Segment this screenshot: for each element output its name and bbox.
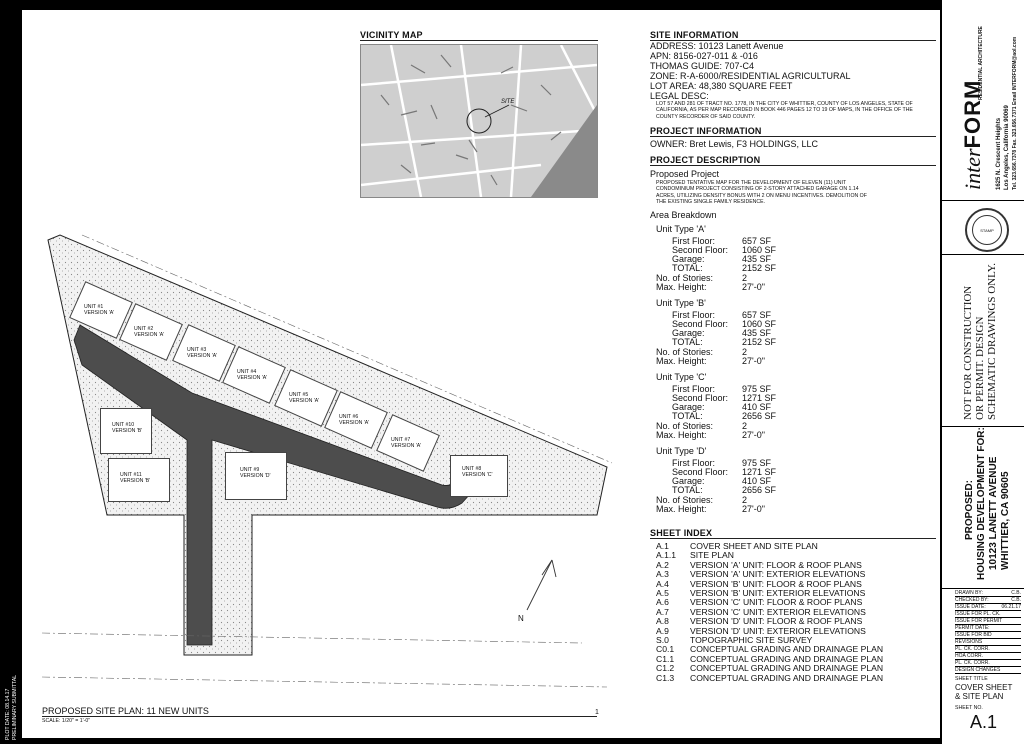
unit-a-block	[656, 224, 856, 296]
vicinity-site-label: SITE	[501, 99, 515, 105]
sheet-code: C1.1	[656, 653, 675, 664]
sheet-title: CONCEPTUAL GRADING AND DRAINAGE PLAN	[690, 644, 884, 655]
tb-row: ISSUE FOR BID	[955, 632, 1021, 639]
unit-d-stories: 2	[742, 495, 748, 505]
unit-c-height: 27'-0"	[742, 430, 765, 440]
unit-tag: UNIT #3 VERSION 'A'	[187, 347, 218, 360]
unit-tag: UNIT #6 VERSION 'A'	[339, 414, 370, 427]
north-label: N	[518, 614, 524, 623]
unit-d-first-label: First Floor:	[672, 458, 716, 468]
site-apn: APN: 8156-027-011 & -016	[650, 51, 758, 61]
unit-d-stories-label: No. of Stories:	[656, 495, 714, 505]
unit-c-garage: 410 SF	[742, 402, 772, 412]
tb-row: ISSUE FOR PL. CK.	[955, 611, 1021, 618]
unit-b-name: Unit Type 'B'	[656, 298, 706, 308]
unit-c-height-label: Max. Height:	[656, 430, 707, 440]
brand-address-1: 1625 N. Crescent Heights	[996, 117, 1002, 190]
unit-c-block	[656, 372, 856, 444]
unit-b-second-label: Second Floor:	[672, 319, 729, 329]
brand-address-2: Los Angeles, California 90069	[1004, 105, 1010, 190]
unit-c-second-label: Second Floor:	[672, 393, 729, 403]
unit-d-height: 27'-0"	[742, 504, 765, 514]
architect-stamp-text: STAMP	[972, 215, 1002, 245]
notice-line-1: NOT FOR CONSTRUCTION	[962, 285, 974, 420]
sheet-title: CONCEPTUAL GRADING AND DRAINAGE PLAN	[690, 672, 884, 683]
sheet-code: A.3	[656, 569, 669, 580]
sheet-code: A.9	[656, 625, 669, 636]
tb-row: HOA CORR.	[955, 653, 1021, 660]
unit-a-garage: 435 SF	[742, 254, 772, 264]
sheet-code: A.1.1	[656, 550, 677, 561]
unit-a-second-label: Second Floor:	[672, 245, 729, 255]
tb-row: PL. CK. CORR.	[955, 660, 1021, 667]
sheet-title-line-1: COVER SHEET	[955, 683, 1013, 692]
unit-b-total: 2152 SF	[742, 337, 777, 347]
unit-c-name: Unit Type 'C'	[656, 372, 707, 382]
vicinity-map-graphic	[361, 45, 597, 197]
sheet-title-label: SHEET TITLE	[955, 676, 988, 682]
sheet-code: A.1	[656, 541, 669, 551]
architect-stamp	[965, 208, 1009, 252]
sheet-title: SITE PLAN	[690, 550, 734, 561]
sheet-title: VERSION 'B' UNIT: EXTERIOR ELEVATIONS	[690, 588, 866, 598]
unit-c-stories: 2	[742, 421, 748, 431]
site-info-lines	[650, 41, 936, 101]
unit-c-first: 975 SF	[742, 384, 772, 394]
plan-scale: SCALE: 1/20" = 1'-0"	[42, 718, 91, 724]
site-legal-desc-label: LEGAL DESC:	[650, 91, 709, 101]
tb-row: CHECKED BY: C.B.	[955, 597, 1021, 603]
sheet-code: A.6	[656, 597, 669, 608]
unit-c-first-label: First Floor:	[672, 384, 716, 394]
unit-a-height: 27'-0"	[742, 282, 765, 292]
project-line-1: PROPOSED:	[964, 479, 975, 540]
unit-c-total: 2656 SF	[742, 411, 777, 421]
project-line-2: HOUSING DEVELOPMENT FOR:	[976, 427, 987, 580]
unit-tag: UNIT #11 VERSION 'B'	[120, 472, 151, 485]
unit-c-garage-label: Garage:	[672, 402, 705, 412]
sheet-index-list	[656, 541, 936, 686]
unit-tag: UNIT #8 VERSION 'C'	[462, 466, 493, 479]
brand-contact: Tel. 323.656.7378 Fax. 323.656.7371 Email INTERFORM@aol.com	[1012, 36, 1018, 190]
sheet-title: VERSION 'D' UNIT: FLOOR & ROOF PLANS	[690, 616, 863, 627]
project-line-4: WHITTIER, CA 90605	[1000, 471, 1011, 570]
project-desc-title: PROJECT DESCRIPTION	[650, 155, 936, 166]
unit-d-block	[656, 446, 856, 518]
unit-b-first: 657 SF	[742, 310, 772, 320]
sheet-code: C1.3	[656, 672, 675, 683]
project-owner: OWNER: Bret Lewis, F3 HOLDINGS, LLC	[650, 139, 819, 149]
unit-tag: UNIT #5 VERSION 'A'	[289, 392, 320, 405]
unit-d-garage-label: Garage:	[672, 476, 705, 486]
sheet-title: VERSION 'A' UNIT: EXTERIOR ELEVATIONS	[690, 569, 866, 580]
unit-d-first: 975 SF	[742, 458, 772, 468]
vicinity-map-title: VICINITY MAP	[360, 30, 598, 41]
sheet-code: A.4	[656, 578, 669, 589]
tb-row: REVISIONS	[955, 639, 1021, 646]
site-info-title: SITE INFORMATION	[650, 30, 936, 41]
sheet-title: VERSION 'C' UNIT: EXTERIOR ELEVATIONS	[690, 606, 866, 617]
unit-d-second: 1271 SF	[742, 467, 777, 477]
unit-a-garage-label: Garage:	[672, 254, 705, 264]
unit-tag: UNIT #7 VERSION 'A'	[391, 437, 422, 450]
unit-tag: UNIT #9 VERSION 'D'	[240, 467, 271, 480]
unit-b-garage: 435 SF	[742, 328, 772, 338]
unit-b-height: 27'-0"	[742, 356, 765, 366]
unit-b-height-label: Max. Height:	[656, 356, 707, 366]
unit-tag: UNIT #4 VERSION 'A'	[237, 369, 268, 382]
site-legal-desc: LOT 57 AND 281 OF TRACT NO. 1778, IN THE CITY OF WHITTIER, COUNTY OF LOS ANGELES, STATE OF CALIFORNIA, AS PER MAP RECORDED IN BOOK 446 PAGES 12 TO 19 OF MAPS, IN THE OFFICE OF THE COUNTY RECORDER OF SAID COUNTY.	[656, 101, 913, 120]
sheet-code: A.5	[656, 588, 669, 598]
project-desc-text: PROPOSED TENTATIVE MAP FOR THE DEVELOPMENT OF ELEVEN (11) UNIT CONDOMINIUM PROJECT CONSISTING OF 2-STORY ATTACHED GARAGE ON 1.14 ACRES, UTILIZING DENSITY BONUS WITH 2 ON MENU INCENTIVES. DEMOLITION OF THE EXISTING SINGLE FAMILY RESIDENCE.	[656, 180, 867, 205]
brand-logo-bold: FORM	[960, 79, 985, 149]
unit-a-name: Unit Type 'A'	[656, 224, 706, 234]
unit-b-total-label: TOTAL:	[672, 337, 703, 347]
unit-c-stories-label: No. of Stories:	[656, 421, 714, 431]
project-info-title: PROJECT INFORMATION	[650, 126, 936, 137]
unit-d-garage: 410 SF	[742, 476, 772, 486]
sheet-code: A.8	[656, 616, 669, 627]
notice-line-2: OR PERMIT. DESIGN	[974, 316, 986, 420]
tb-row: ISSUE DATE: 06.21.17	[955, 604, 1021, 610]
unit-d-total-label: TOTAL:	[672, 485, 703, 495]
sheet-title-line-2: & SITE PLAN	[955, 692, 1004, 701]
sheet-title: VERSION 'B' UNIT: FLOOR & ROOF PLANS	[690, 578, 862, 589]
area-breakdown-title: Area Breakdown	[650, 210, 717, 220]
unit-d-second-label: Second Floor:	[672, 467, 729, 477]
plot-status: PRELIMINARY SUBMITTAL	[12, 674, 18, 740]
tb-row: ISSUE FOR PERMIT	[955, 618, 1021, 625]
brand-subtitle: RESIDENTIAL ARCHITECTURE	[978, 26, 984, 100]
plan-number: 1	[595, 709, 599, 716]
unit-tag: UNIT #2 VERSION 'A'	[134, 326, 165, 339]
unit-a-stories: 2	[742, 273, 748, 283]
site-address: ADDRESS: 10123 Lanett Avenue	[650, 41, 784, 51]
sheet-title: COVER SHEET AND SITE PLAN	[690, 541, 818, 551]
plan-title: PROPOSED SITE PLAN: 11 NEW UNITS	[42, 706, 597, 717]
sheet-code: C0.1	[656, 644, 675, 655]
unit-b-stories-label: No. of Stories:	[656, 347, 714, 357]
unit-tag: UNIT #1 VERSION 'A'	[84, 304, 115, 317]
unit-c-total-label: TOTAL:	[672, 411, 703, 421]
unit-c-second: 1271 SF	[742, 393, 777, 403]
vicinity-map	[360, 44, 598, 198]
site-thomas-guide: THOMAS GUIDE: 707-C4	[650, 61, 755, 71]
tb-row: DRAWN BY: C.B.	[955, 590, 1021, 596]
sheet-index-title: SHEET INDEX	[650, 528, 936, 539]
brand-logo-light: inter	[960, 148, 985, 190]
unit-d-height-label: Max. Height:	[656, 504, 707, 514]
sheet-title: VERSION 'C' UNIT: FLOOR & ROOF PLANS	[690, 597, 863, 608]
sheet-title: VERSION 'A' UNIT: FLOOR & ROOF PLANS	[690, 559, 862, 570]
unit-b-first-label: First Floor:	[672, 310, 716, 320]
unit-a-first-label: First Floor:	[672, 236, 716, 246]
tb-row: PL. CK. CORR.	[955, 646, 1021, 653]
site-lot-area: LOT AREA: 48,380 SQUARE FEET	[650, 81, 793, 91]
sheet-title: CONCEPTUAL GRADING AND DRAINAGE PLAN	[690, 663, 884, 674]
sheet-title: CONCEPTUAL GRADING AND DRAINAGE PLAN	[690, 653, 884, 664]
unit-a-total-label: TOTAL:	[672, 263, 703, 273]
sheet-title: VERSION 'D' UNIT: EXTERIOR ELEVATIONS	[690, 625, 866, 636]
sheet-no-label: SHEET NO.	[955, 705, 983, 711]
unit-a-total: 2152 SF	[742, 263, 777, 273]
project-subtitle: Proposed Project	[650, 169, 720, 179]
sheet-code: A.2	[656, 559, 669, 570]
tb-row: PERMIT DATE:	[955, 625, 1021, 632]
unit-a-second: 1060 SF	[742, 245, 777, 255]
unit-a-height-label: Max. Height:	[656, 282, 707, 292]
unit-b-stories: 2	[742, 347, 748, 357]
sheet-index-row	[656, 673, 936, 683]
sheet-code: A.7	[656, 606, 669, 617]
project-line-3: 10123 LANETT AVENUE	[988, 456, 999, 570]
sheet-code: S.0	[656, 635, 669, 645]
sheet-code: C1.2	[656, 663, 675, 674]
plot-date: PLOT DATE: 08.14.17	[5, 688, 11, 740]
unit-a-stories-label: No. of Stories:	[656, 273, 714, 283]
unit-d-total: 2656 SF	[742, 485, 777, 495]
sheet-number: A.1	[970, 712, 998, 732]
notice-line-3: SCHEMATIC DRAWINGS ONLY.	[986, 262, 998, 420]
unit-b-second: 1060 SF	[742, 319, 777, 329]
unit-d-name: Unit Type 'D'	[656, 446, 707, 456]
sheet-title: TOPOGRAPHIC SITE SURVEY	[690, 635, 813, 645]
unit-tag: UNIT #10 VERSION 'B'	[112, 422, 143, 435]
unit-b-block	[656, 298, 856, 370]
tb-row: DESIGN CHANGES	[955, 667, 1021, 674]
unit-a-first: 657 SF	[742, 236, 772, 246]
site-zone: ZONE: R-A-6000/RESIDENTIAL AGRICULTURAL	[650, 71, 851, 81]
unit-b-garage-label: Garage:	[672, 328, 705, 338]
